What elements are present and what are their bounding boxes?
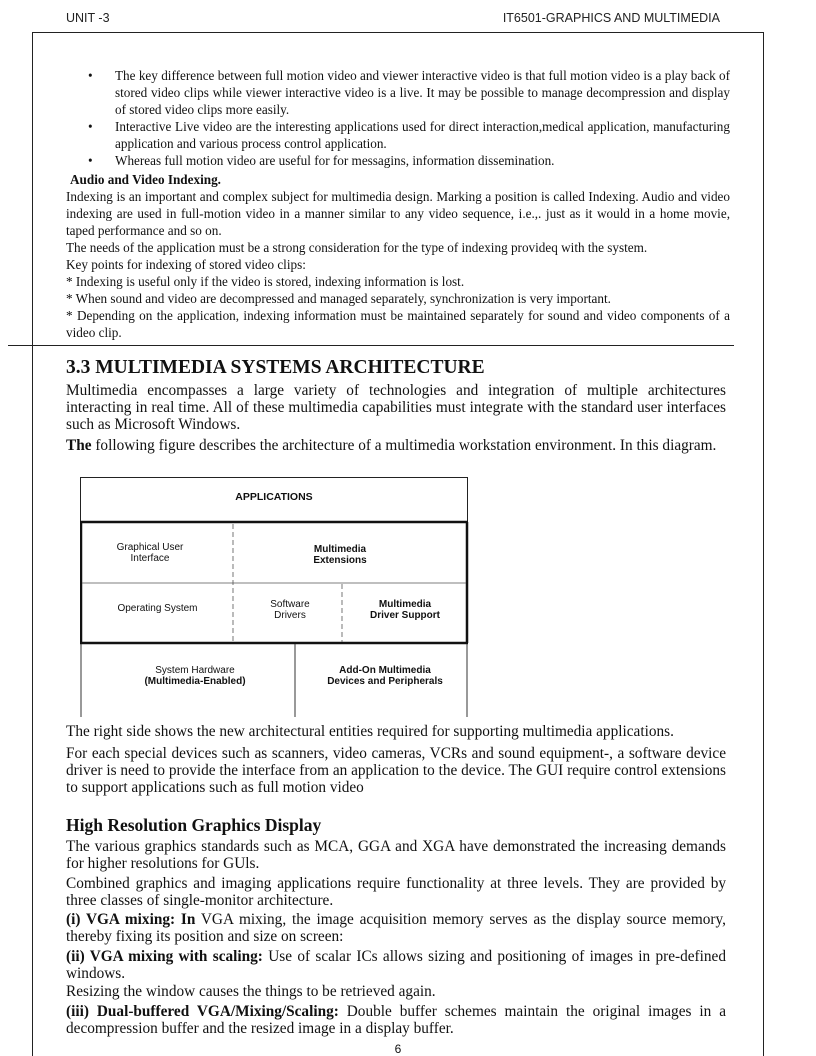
system-hardware-label: System Hardware (Multimedia-Enabled)	[144, 665, 246, 687]
bullet-icon: •	[88, 119, 93, 134]
operating-system-label: Operating System	[117, 603, 198, 614]
applications-label: APPLICATIONS	[235, 491, 313, 503]
list-item: • The key difference between full motion video and viewer interactive video is that full motion video is a play back of stored video clips while viewer interactive video is a live. It may be possible to manage decompression and display of stored video clips more easily.	[88, 68, 730, 117]
section-divider	[8, 345, 734, 346]
indexing-paragraph: The needs of the application must be a strong consideration for the type of indexing provideq with the system.	[66, 240, 648, 255]
indexing-paragraph: * When sound and video are decompressed and managed separately, synchronization is very important.	[66, 291, 611, 306]
architecture-paragraph: The following figure describes the architecture of a multimedia workstation environment. In this diagram.	[66, 437, 717, 454]
bullet-list	[88, 67, 730, 169]
header-course: IT6501-GRAPHICS AND MULTIMEDIA	[502, 11, 720, 25]
architecture-diagram	[80, 477, 469, 717]
list-item: • Interactive Live video are the interesting applications used for direct interaction,medical application, manufacturing application and various process control application.	[88, 119, 730, 151]
page-number: 6	[394, 1042, 402, 1056]
graphics-paragraph: The various graphics standards such as MCA, GGA and XGA have demonstrated the increasing demands for higher resolutions for GUls.	[66, 838, 726, 872]
indexing-paragraph: * Depending on the application, indexing information must be maintained separately for sound and video components of a video clip.	[66, 308, 730, 340]
graphics-heading: High Resolution Graphics Display	[66, 815, 322, 835]
indexing-heading: Audio and Video Indexing.	[70, 172, 221, 187]
multimedia-extensions-label: Multimedia Extensions	[313, 544, 367, 566]
addon-devices-label: Add-On Multimedia Devices and Peripherals	[327, 665, 443, 687]
graphics-paragraph: (i) VGA mixing: In VGA mixing, the image acquisition memory serves as the display source memory, thereby fixing its position and size on screen:	[66, 911, 726, 945]
multimedia-driver-support-label: Multimedia Driver Support	[369, 599, 440, 621]
graphics-paragraph: (ii) VGA mixing with scaling: Use of scalar ICs allows sizing and positioning of images in pre-defined windows.	[66, 948, 726, 982]
graphics-paragraph: (iii) Dual-buffered VGA/Mixing/Scaling: Double buffer schemes maintain the original images in a decompression buffer and the resized image in a display buffer.	[66, 1003, 727, 1037]
graphics-paragraph: Combined graphics and imaging applications require functionality at three levels. They are provided by three classes of single-monitor architecture.	[66, 875, 726, 909]
bullet-icon: •	[88, 68, 93, 83]
list-item: • Whereas full motion video are useful for for messagins, information dissemination.	[88, 153, 555, 168]
architecture-paragraph: For each special devices such as scanners, video cameras, VCRs and sound equipment-, a software device driver is need to provide the interface from an application to the device. The GUI require control extensions to support applications such as full motion video	[66, 745, 726, 796]
indexing-paragraph: Indexing is an important and complex subject for multimedia design. Marking a position is called Indexing. Audio and video indexing are used in full-motion video in a manner similar to any video sequence, i.e.,. just as it would in a home movie, taped performance and so on.	[66, 189, 730, 238]
header-unit: UNIT -3	[66, 11, 110, 25]
bullet-icon: •	[88, 153, 93, 168]
section-heading: 3.3 MULTIMEDIA SYSTEMS ARCHITECTURE	[66, 357, 485, 378]
indexing-paragraph: Key points for indexing of stored video clips:	[66, 257, 306, 272]
indexing-paragraph: * Indexing is useful only if the video is stored, indexing information is lost.	[66, 274, 465, 289]
software-drivers-label: Software Drivers	[270, 599, 310, 621]
graphics-paragraph: Resizing the window causes the things to be retrieved again.	[66, 983, 436, 1000]
architecture-paragraph: The right side shows the new architectural entities required for supporting multimedia applications.	[66, 723, 674, 740]
gui-label: Graphical User Interface	[116, 542, 184, 564]
architecture-paragraph: Multimedia encompasses a large variety of technologies and integration of multiple architectures interacting in real time. All of these multimedia capabilities must integrate with the standard user interfaces such as Microsoft Windows.	[66, 382, 726, 433]
